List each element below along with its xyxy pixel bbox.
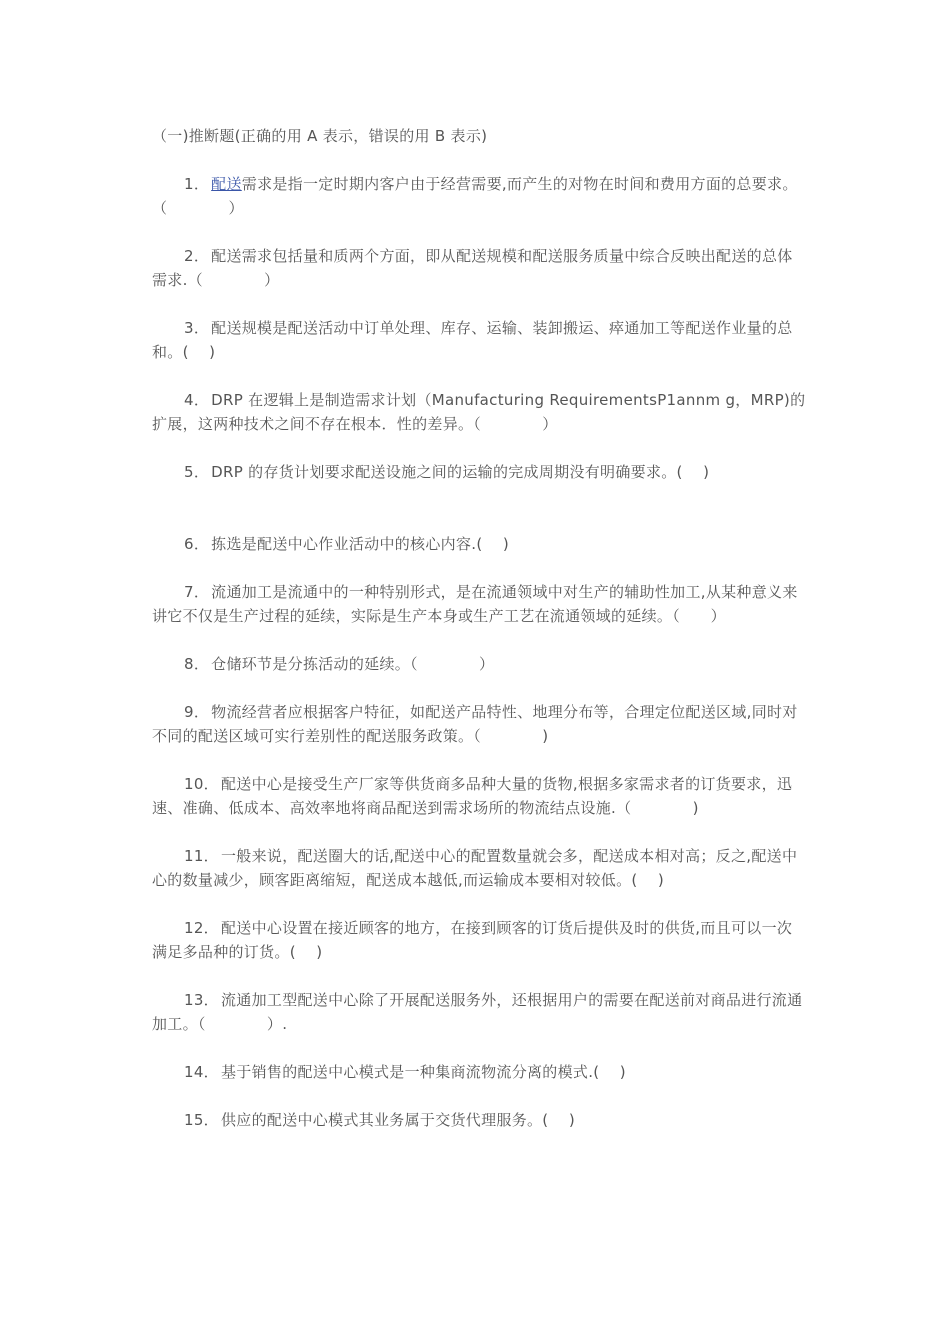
question-number: 2． [184,247,210,265]
document-page [152,124,807,1156]
question-number: 6． [184,535,210,553]
question-text: 物流经营者应根据客户特征，如配送产品特性、地理分布等，合理定位配送区域,同时对不同的配送区域可实行差别性的配送服务政策。（ ) [152,703,798,745]
question-12 [152,916,807,964]
question-13 [152,988,807,1036]
question-text: 配送需求包括量和质两个方面，即从配送规模和配送服务质量中综合反映出配送的总体需求.（ ） [152,247,793,289]
question-text: 流通加工型配送中心除了开展配送服务外，还根据用户的需要在配送前对商品进行流通加工。（ ）. [152,991,803,1033]
question-6 [152,532,807,556]
question-text: 一般来说，配送圈大的话,配送中心的配置数量就会多，配送成本相对高；反之,配送中心的数量减少，顾客距离缩短，配送成本越低,而运输成本要相对较低。( ) [152,847,798,889]
question-number: 10． [184,775,219,793]
question-text: 需求是指一定时期内客户由于经营需要,而产生的对物在时间和费用方面的总要求。（ ） [152,175,798,217]
question-text: DRP 在逻辑上是制造需求计划（Manufacturing RequirementsP1annm g，MRP)的扩展，这两种技术之间不存在根本．性的差异。（ ） [152,391,806,433]
question-2 [152,244,807,292]
question-10 [152,772,807,820]
question-number: 1． [184,175,210,193]
question-text: 拣选是配送中心作业活动中的核心内容.( ) [211,535,509,553]
question-text: 流通加工是流通中的一种特别形式，是在流通领域中对生产的辅助性加工,从某种意义来讲它不仅是生产过程的延续，实际是生产本身或生产工艺在流通领域的延续。（ ） [152,583,798,625]
question-text: DRP 的存货计划要求配送设施之间的运输的完成周期没有明确要求。( ) [211,463,710,481]
term-link[interactable]: 配送 [211,175,242,193]
question-number: 8． [184,655,210,673]
question-number: 3． [184,319,210,337]
question-number: 11． [184,847,219,865]
question-7 [152,580,807,628]
question-number: 13． [184,991,219,1009]
question-number: 12． [184,919,219,937]
question-number: 15． [184,1111,219,1129]
question-15 [152,1108,807,1132]
question-text: 基于销售的配送中心模式是一种集商流物流分离的模式.( ) [221,1063,626,1081]
question-text: 配送中心是接受生产厂家等供货商多品种大量的货物,根据多家需求者的订货要求，迅速、准确、低成本、高效率地将商品配送到需求场所的物流结点设施.（ ) [152,775,793,817]
question-number: 7． [184,583,210,601]
question-text: 供应的配送中心模式其业务属于交货代理服务。( ) [221,1111,575,1129]
question-3 [152,316,807,364]
question-5 [152,460,807,484]
question-number: 4． [184,391,210,409]
question-14 [152,1060,807,1084]
question-8 [152,652,807,676]
question-number: 5． [184,463,210,481]
question-1 [152,172,807,220]
question-4 [152,388,807,436]
question-text: 配送规模是配送活动中订单处理、库存、运输、装卸搬运、瘁通加工等配送作业量的总和。( ) [152,319,793,361]
section-heading: （一)推断题(正确的用 A 表示，错误的用 B 表示) [152,127,488,145]
question-11 [152,844,807,892]
question-text: 配送中心设置在接近顾客的地方，在接到顾客的订货后提供及时的供货,而且可以一次满足多品种的订货。( ) [152,919,793,961]
question-text: 仓储环节是分拣活动的延续。（ ） [211,655,495,673]
question-9 [152,700,807,748]
question-number: 9． [184,703,210,721]
question-number: 14． [184,1063,219,1081]
